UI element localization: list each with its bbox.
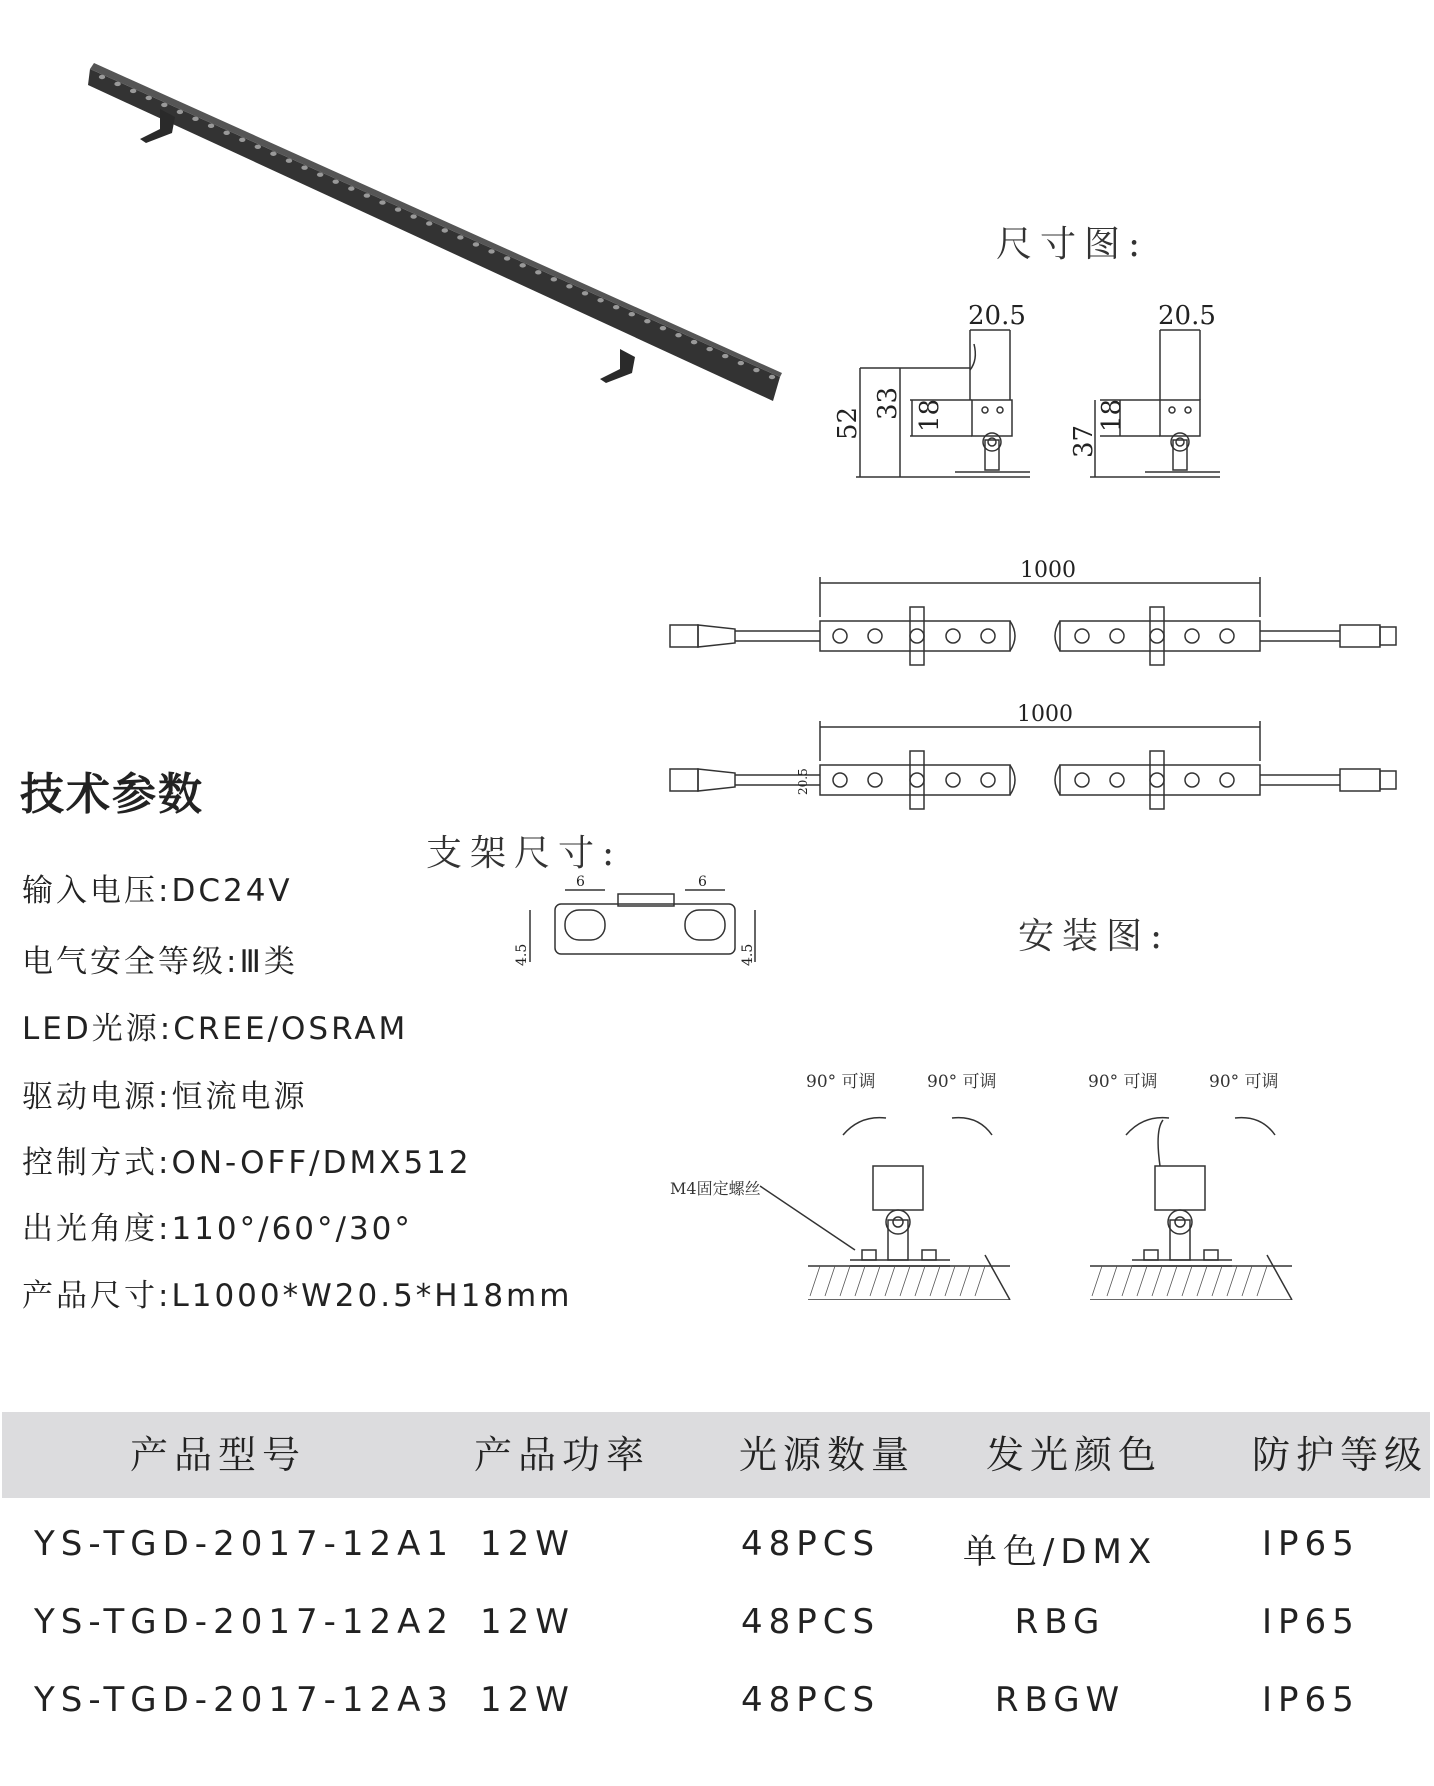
side1-mid-height: 33 bbox=[873, 386, 903, 420]
spec-row bbox=[22, 936, 298, 981]
led-dot bbox=[946, 773, 960, 787]
led-dot bbox=[177, 110, 183, 114]
right-angle-b: 90° 可调 bbox=[1209, 1072, 1279, 1092]
led-dot bbox=[348, 186, 354, 190]
led-dot bbox=[613, 305, 619, 309]
table-cell-ip: IP65 bbox=[1262, 1680, 1360, 1720]
header-power: 产品功率 bbox=[474, 1433, 651, 1477]
led-dot bbox=[833, 773, 847, 787]
spec-value: L1000*W20.5*H18mm bbox=[171, 1278, 573, 1314]
led-dot bbox=[192, 117, 198, 121]
led-dot bbox=[301, 165, 307, 169]
table-cell-led-count: 48PCS bbox=[741, 1680, 881, 1720]
width-label: 20.5 bbox=[796, 768, 810, 795]
spec-row bbox=[22, 1137, 472, 1182]
led-dot bbox=[114, 82, 120, 86]
led-dot bbox=[691, 340, 697, 344]
side1-total-height: 52 bbox=[833, 406, 863, 440]
side2-total-height: 37 bbox=[1069, 424, 1099, 458]
spec-label: LED光源: bbox=[22, 1011, 174, 1047]
dimension-title: 尺寸图: bbox=[996, 224, 1149, 265]
screw-label: M4固定螺丝 bbox=[670, 1179, 761, 1198]
led-dot bbox=[130, 89, 136, 93]
table-cell-color: RBG bbox=[1014, 1602, 1106, 1642]
led-dot bbox=[769, 375, 775, 379]
led-dot bbox=[946, 629, 960, 643]
table-cell-led-count: 48PCS bbox=[741, 1602, 881, 1642]
led-dot bbox=[629, 312, 635, 316]
led-dot bbox=[410, 214, 416, 218]
table-cell-power: 12W bbox=[480, 1524, 575, 1564]
led-dot bbox=[660, 326, 666, 330]
table-cell-model: YS-TGD-2017-12A2 bbox=[34, 1602, 455, 1642]
bracket-title: 支架尺寸: bbox=[426, 833, 623, 874]
spec-row bbox=[22, 1071, 307, 1116]
side1-width-label: 20.5 bbox=[968, 301, 1026, 331]
led-dot bbox=[426, 221, 432, 225]
bracket-height-right: 4.5 bbox=[740, 943, 756, 966]
led-dot bbox=[208, 124, 214, 128]
table-cell-model: YS-TGD-2017-12A3 bbox=[34, 1680, 455, 1720]
led-dot bbox=[255, 145, 261, 149]
led-dot bbox=[1185, 629, 1199, 643]
header-ip: 防护等级 bbox=[1252, 1433, 1429, 1477]
led-dot bbox=[868, 773, 882, 787]
led-dot bbox=[379, 200, 385, 204]
led-dot bbox=[333, 179, 339, 183]
led-dot bbox=[675, 333, 681, 337]
led-dot bbox=[488, 249, 494, 253]
led-dot bbox=[395, 207, 401, 211]
led-dot bbox=[981, 773, 995, 787]
spec-label: 控制方式: bbox=[22, 1145, 172, 1181]
table-cell-led-count: 48PCS bbox=[741, 1524, 881, 1564]
right-angle-a: 90° 可调 bbox=[1088, 1072, 1158, 1092]
spec-label: 电气安全等级: bbox=[22, 944, 240, 980]
led-dot bbox=[99, 75, 105, 79]
led-dot bbox=[582, 291, 588, 295]
spec-value: ON-OFF/DMX512 bbox=[171, 1145, 472, 1181]
led-dot bbox=[364, 193, 370, 197]
bracket-diagram bbox=[510, 870, 770, 980]
table-cell-power: 12W bbox=[480, 1680, 575, 1720]
led-dot bbox=[1075, 629, 1089, 643]
side2-body-height: 18 bbox=[1097, 398, 1127, 432]
led-dot bbox=[457, 235, 463, 239]
side-view-diagram bbox=[820, 300, 1240, 490]
led-dot bbox=[286, 159, 292, 163]
led-dot bbox=[910, 773, 924, 787]
led-dot bbox=[473, 242, 479, 246]
table-header bbox=[2, 1412, 1430, 1498]
spec-value: CREE/OSRAM bbox=[173, 1011, 409, 1047]
led-dot bbox=[1150, 629, 1164, 643]
specs-heading: 技术参数 bbox=[20, 769, 204, 820]
led-dot bbox=[1220, 773, 1234, 787]
led-dot bbox=[551, 277, 557, 281]
install-diagram bbox=[660, 1060, 1320, 1300]
header-color: 发光颜色 bbox=[986, 1433, 1163, 1477]
led-dot bbox=[519, 263, 525, 267]
length-label-bottom: 1000 bbox=[1017, 702, 1073, 727]
led-dot bbox=[738, 361, 744, 365]
table-cell-ip: IP65 bbox=[1262, 1524, 1360, 1564]
led-dot bbox=[722, 354, 728, 358]
led-dot bbox=[270, 152, 276, 156]
led-dot bbox=[1110, 773, 1124, 787]
spec-row bbox=[22, 1003, 408, 1048]
spec-label: 输入电压: bbox=[22, 873, 172, 909]
led-dot bbox=[317, 172, 323, 176]
header-led-count: 光源数量 bbox=[739, 1433, 916, 1477]
led-dot bbox=[753, 368, 759, 372]
product-image bbox=[80, 55, 800, 425]
bracket-slot-left: 6 bbox=[576, 874, 585, 890]
spec-value: 恒流电源 bbox=[171, 1079, 308, 1115]
install-title: 安装图: bbox=[1018, 916, 1171, 957]
led-dot bbox=[535, 270, 541, 274]
led-dot bbox=[1185, 773, 1199, 787]
led-dot bbox=[566, 284, 572, 288]
led-dot bbox=[833, 629, 847, 643]
led-dot bbox=[981, 629, 995, 643]
table-cell-model: YS-TGD-2017-12A1 bbox=[34, 1524, 455, 1564]
spec-value: 110°/60°/30° bbox=[171, 1211, 413, 1247]
led-dot bbox=[910, 629, 924, 643]
spec-row bbox=[22, 865, 293, 910]
led-dot bbox=[1110, 629, 1124, 643]
spec-value: Ⅲ类 bbox=[239, 944, 298, 980]
bracket-slot-right: 6 bbox=[698, 874, 707, 890]
table-cell-power: 12W bbox=[480, 1602, 575, 1642]
left-angle-a: 90° 可调 bbox=[806, 1072, 876, 1092]
led-dot bbox=[223, 131, 229, 135]
led-dot bbox=[1075, 773, 1089, 787]
led-dot bbox=[442, 228, 448, 232]
led-dot bbox=[868, 629, 882, 643]
led-dot bbox=[239, 138, 245, 142]
spec-label: 产品尺寸: bbox=[22, 1278, 172, 1314]
side2-width-label: 20.5 bbox=[1158, 301, 1216, 331]
led-dot bbox=[504, 256, 510, 260]
spec-label: 出光角度: bbox=[22, 1211, 172, 1247]
table-cell-color: 单色/DMX bbox=[962, 1532, 1158, 1572]
table-cell-ip: IP65 bbox=[1262, 1602, 1360, 1642]
length-view-diagram bbox=[655, 555, 1434, 815]
led-dot bbox=[161, 103, 167, 107]
led-dot bbox=[706, 347, 712, 351]
led-dot bbox=[146, 96, 152, 100]
left-angle-b: 90° 可调 bbox=[927, 1072, 997, 1092]
bracket-height-left: 4.5 bbox=[514, 943, 530, 966]
led-dot bbox=[644, 319, 650, 323]
spec-label: 驱动电源: bbox=[22, 1079, 172, 1115]
led-dot bbox=[1150, 773, 1164, 787]
led-dot bbox=[597, 298, 603, 302]
side1-body-height: 18 bbox=[915, 398, 945, 432]
spec-row bbox=[22, 1203, 413, 1248]
spec-row bbox=[22, 1270, 572, 1315]
table-cell-color: RBGW bbox=[994, 1680, 1126, 1720]
header-model: 产品型号 bbox=[130, 1433, 307, 1477]
spec-value: DC24V bbox=[171, 873, 293, 909]
length-label-top: 1000 bbox=[1020, 558, 1076, 583]
led-dot bbox=[1220, 629, 1234, 643]
